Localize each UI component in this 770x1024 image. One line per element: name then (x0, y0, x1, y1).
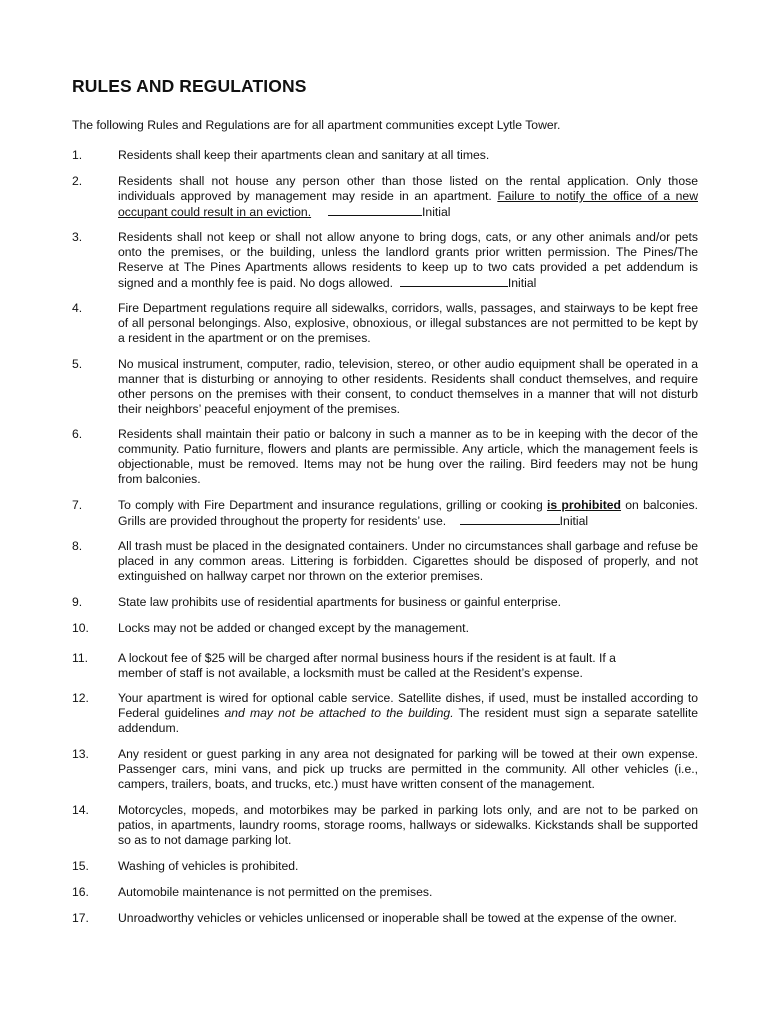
rule-number: 17. (72, 911, 89, 925)
rule-text: Fire Department regulations require all sidewalks, corridors, walls, passages, and stairways to be kept free of all personal belongings. Also, explosive, obnoxious, or illegal substances are not permitted to be kept by a resident in the apartment or on the premises. (118, 301, 698, 345)
rule-text: No musical instrument, computer, radio, television, stereo, or other audio equipment shall be operated in a manner that is disturbing or annoying to other residents. Residents shall conduct themselves, and require other persons on the premises with their consent, to conduct themselves in a manner that will not disturb their neighbors’ peaceful enjoyment of the premises. (118, 357, 698, 416)
rule-number: 14. (72, 803, 89, 817)
rule-text: State law prohibits use of residential apartments for business or gainful enterprise. (118, 595, 562, 609)
rule-number: 12. (72, 691, 89, 705)
rule-text-main: Your apartment is wired for optional cable service. Satellite dishes, if used, must be installed according to Federal guidelines (118, 691, 698, 720)
rule-text: Residents shall maintain their patio or balcony in such a manner as to be in keeping with the decor of the community. Patio furniture, flowers and plants are permissible. Any article, which the management feels is objectionable, must be removed. Items may not be hung over the railing. Bird feeders may not be hung from balconies. (118, 427, 698, 486)
rule-text: Washing of vehicles is prohibited. (118, 859, 299, 873)
rule-text: Automobile maintenance is not permitted on the premises. (118, 885, 433, 899)
rule-text: Locks may not be added or changed except by the management. (118, 621, 469, 635)
page-title: RULES AND REGULATIONS (72, 76, 307, 96)
rule-number: 13. (72, 747, 89, 761)
rule-text-italic: and may not be attached to the building. (224, 706, 454, 720)
rule-text (118, 230, 698, 291)
rule-text-line: member of staff is not available, a locksmith must be called at the Resident’s expense. (118, 666, 583, 680)
initial-label: Initial (422, 205, 451, 219)
rule-number: 6. (72, 427, 83, 441)
initial-line (328, 204, 422, 216)
rule-number: 8. (72, 539, 83, 553)
rule-text-line: A lockout fee of $25 will be charged after normal business hours if the resident is at fault. If a (118, 651, 616, 665)
rule-text (118, 174, 698, 220)
rule-text-main: To comply with Fire Department and insurance regulations, grilling or cooking (118, 498, 547, 512)
initial-line (460, 513, 560, 525)
rule-text (118, 651, 698, 681)
rule-text-emphasis: is prohibited (547, 498, 622, 512)
rule-text (118, 498, 698, 529)
rule-number: 4. (72, 301, 83, 315)
rule-text-underlined: Failure to notify the office of a new occupant could result in an eviction. (118, 189, 698, 219)
initial-line (400, 275, 508, 287)
rule-number: 1. (72, 148, 83, 162)
rule-text: All trash must be placed in the designated containers. Under no circumstances shall garbage and refuse be placed in any common areas. Littering is forbidden. Cigarettes should be disposed of properly, and not extinguished on hallway carpet nor thrown on the exterior premises. (118, 539, 698, 583)
rule-number: 5. (72, 357, 83, 371)
rule-text: Motorcycles, mopeds, and motorbikes may be parked in parking lots only, and are not to be parked on patios, in apartments, laundry rooms, storage rooms, hallways or sidewalks. Kickstands shall be supported so as to not damage parking lot. (118, 803, 698, 847)
rule-number: 7. (72, 498, 83, 512)
rule-text: Any resident or guest parking in any area not designated for parking will be towed at their own expense. Passenger cars, mini vans, and pick up trucks are permitted in the community. All other vehicles (i.e., campers, trailers, boats, and trucks, etc.) must have written consent of the management. (118, 747, 698, 791)
rule-text (118, 691, 698, 736)
rule-number: 10. (72, 621, 89, 635)
rule-number: 3. (72, 230, 83, 244)
rule-text-end: The resident must sign a separate satellite addendum. (118, 706, 699, 735)
rule-text: Residents shall keep their apartments clean and sanitary at all times. (118, 148, 490, 162)
initial-label: Initial (507, 276, 537, 290)
rule-text-main: Residents shall not keep or shall not allow anyone to bring dogs, cats, or any other animals and/or pets onto the premises, or the building, unless the landlord grants prior written permission. The Pines/The Reserve at The Pines Apartments allows residents to keep up to two cats provided a pet addendum is signed and a monthly fee is paid. No dogs allowed. (118, 230, 698, 290)
rule-text-main: Residents shall not house any person other than those listed on the rental application. Only those individuals approved by management may reside in an apartment. (118, 174, 698, 203)
intro-paragraph: The following Rules and Regulations are for all apartment communities except Lytle Tower. (72, 118, 561, 132)
rule-number: 9. (72, 595, 83, 609)
rule-number: 15. (72, 859, 89, 873)
rule-number: 16. (72, 885, 89, 899)
rule-number: 2. (72, 174, 83, 188)
rule-number: 11. (72, 651, 89, 665)
rule-text-end: on balconies. Grills are provided throughout the property for residents’ use. (118, 498, 698, 528)
rule-text: Unroadworthy vehicles or vehicles unlicensed or inoperable shall be towed at the expense of the owner. (118, 911, 677, 925)
initial-label: Initial (559, 514, 589, 528)
